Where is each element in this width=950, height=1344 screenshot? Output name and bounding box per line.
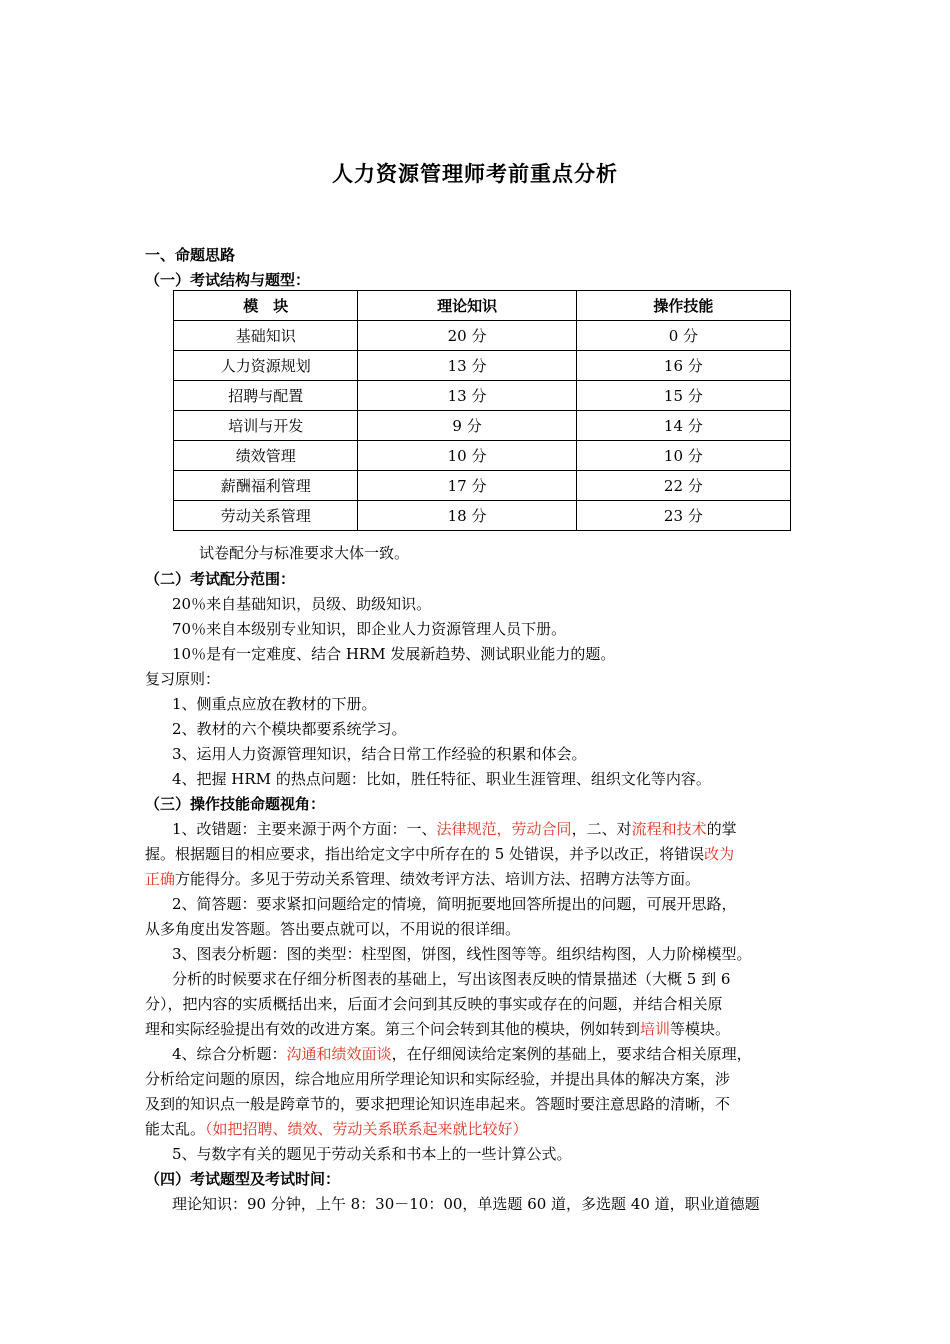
text-span: 方能得分。多见于劳动关系管理、绩效考评方法、培训方法、招聘方法等方面。	[175, 870, 701, 888]
table-cell: 23 分	[576, 501, 790, 531]
text-span: 的掌	[706, 820, 737, 838]
subsection-heading-1: （一）考试结构与题型：	[145, 271, 311, 289]
table-cell: 9 分	[358, 411, 576, 441]
highlight-text: 正确	[145, 870, 176, 888]
table-cell: 招聘与配置	[174, 381, 358, 411]
paragraph-numeric: 5、与数字有关的题见于劳动关系和书本上的一些计算公式。	[172, 1145, 572, 1163]
review-item: 4、把握 HRM 的热点问题：比如，胜任特征、职业生涯管理、组织文化等内容。	[172, 770, 711, 788]
text-span: 4、综合分析题：	[172, 1045, 287, 1063]
table-cell: 10 分	[576, 441, 790, 471]
table-row	[174, 411, 791, 441]
table-cell: 劳动关系管理	[174, 501, 358, 531]
paragraph-short-answer-line1: 2、简答题：要求紧扣问题给定的情境，简明扼要地回答所提出的问题，可展开思路，	[172, 895, 737, 913]
text-span: 能太乱。	[145, 1120, 206, 1138]
range-item: 10％是有一定难度、结合 HRM 发展新趋势、测试职业能力的题。	[172, 645, 616, 663]
page-title: 人力资源管理师考前重点分析	[332, 162, 618, 186]
paragraph-correction-line3	[145, 869, 825, 889]
column-header-skill: 操作技能	[576, 291, 790, 321]
table-row	[174, 441, 791, 471]
table-cell: 薪酬福利管理	[174, 471, 358, 501]
text-span: 握。根据题目的相应要求，指出给定文字中所存在的 5 处错误，并予以改正，将错误	[145, 845, 705, 863]
range-item: 70％来自本级别专业知识，即企业人力资源管理人员下册。	[172, 620, 567, 638]
review-item: 2、教材的六个模块都要系统学习。	[172, 720, 407, 738]
table-row	[174, 471, 791, 501]
paragraph-comprehensive-line1	[172, 1044, 852, 1064]
table-cell: 20 分	[358, 321, 576, 351]
paragraph-exam-time: 理论知识：90 分钟，上午 8：30－10：00，单选题 60 道，多选题 40 道，职业道德题	[172, 1195, 760, 1213]
review-item: 1、侧重点应放在教材的下册。	[172, 695, 377, 713]
table-note: 试卷配分与标准要求大体一致。	[199, 544, 410, 562]
table-header-row	[174, 291, 791, 321]
table-cell: 13 分	[358, 351, 576, 381]
table-cell: 22 分	[576, 471, 790, 501]
subsection-heading-3: （三）操作技能命题视角：	[145, 795, 326, 813]
table-cell: 15 分	[576, 381, 790, 411]
paragraph-correction-line2	[145, 844, 825, 864]
subsection-heading-2: （二）考试配分范围：	[145, 570, 296, 588]
section-heading-1: 一、命题思路	[145, 246, 236, 264]
review-heading: 复习原则：	[145, 670, 221, 688]
paragraph-comprehensive-line3: 及到的知识点一般是跨章节的，要求把理论知识连串起来。答题时要注意思路的清晰，不	[145, 1095, 731, 1113]
paragraph-chart-line3: 分），把内容的实质概括出来，后面才会问到其反映的事实或存在的问题，并结合相关原	[145, 995, 723, 1013]
table-cell: 17 分	[358, 471, 576, 501]
table-cell: 培训与开发	[174, 411, 358, 441]
text-span: 理和实际经验提出有效的改进方案。第三个问会转到其他的模块，例如转到	[145, 1020, 641, 1038]
highlight-text: 改为	[704, 845, 735, 863]
table-row	[174, 501, 791, 531]
paragraph-chart-line4	[145, 1019, 825, 1039]
table-cell: 16 分	[576, 351, 790, 381]
paragraph-chart-line1: 3、图表分析题：图的类型：柱型图，饼图，线性图等等。组织结构图，人力阶梯模型。	[172, 945, 752, 963]
range-item: 20％来自基础知识，员级、助级知识。	[172, 595, 432, 613]
text-span: ，二、对	[571, 820, 632, 838]
highlight-text: 法律规范，劳动合同	[436, 820, 572, 838]
table-cell: 人力资源规划	[174, 351, 358, 381]
paragraph-correction-line1	[172, 819, 852, 839]
table-cell: 0 分	[576, 321, 790, 351]
text-span: ，在仔细阅读给定案例的基础上，要求结合相关原理，	[391, 1045, 752, 1063]
text-span: 等模块。	[670, 1020, 731, 1038]
table-row	[174, 381, 791, 411]
highlight-text: 沟通和绩效面谈	[286, 1045, 392, 1063]
highlight-text: （如把招聘、绩效、劳动关系联系起来就比较好）	[205, 1120, 528, 1138]
paragraph-comprehensive-line4	[145, 1119, 825, 1139]
table-row	[174, 321, 791, 351]
highlight-text: 培训	[640, 1020, 671, 1038]
paragraph-short-answer-line2: 从多角度出发答题。答出要点就可以，不用说的很详细。	[145, 920, 521, 938]
column-header-theory: 理论知识	[358, 291, 576, 321]
paragraph-comprehensive-line2: 分析给定问题的原因，综合地应用所学理论知识和实际经验，并提出具体的解决方案，涉	[145, 1070, 731, 1088]
table-cell: 14 分	[576, 411, 790, 441]
table-cell: 13 分	[358, 381, 576, 411]
table-cell: 绩效管理	[174, 441, 358, 471]
highlight-text: 流程和技术	[631, 820, 707, 838]
table-cell: 18 分	[358, 501, 576, 531]
column-header-module: 模 块	[174, 291, 358, 321]
table-row	[174, 351, 791, 381]
table-cell: 10 分	[358, 441, 576, 471]
score-table	[173, 290, 791, 531]
table-cell: 基础知识	[174, 321, 358, 351]
text-span: 1、改错题：主要来源于两个方面：一、	[172, 820, 437, 838]
review-item: 3、运用人力资源管理知识，结合日常工作经验的积累和体会。	[172, 745, 587, 763]
subsection-heading-4: （四）考试题型及考试时间：	[145, 1170, 341, 1188]
paragraph-chart-line2: 分析的时候要求在仔细分析图表的基础上，写出该图表反映的情景描述（大概 5 到 6	[172, 970, 731, 988]
